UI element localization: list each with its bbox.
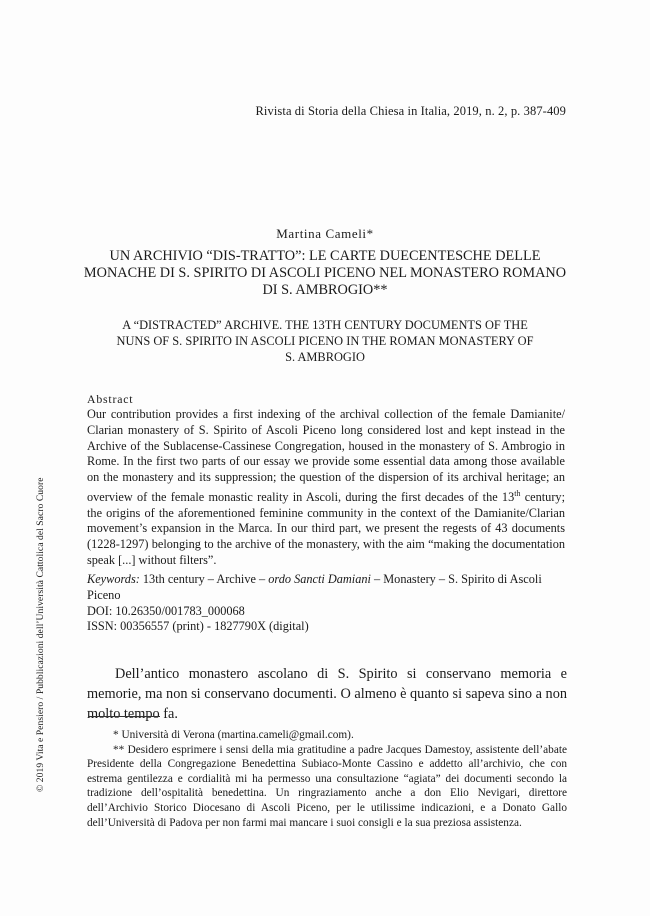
keywords-line [87,572,565,604]
article-title-english: A “DISTRACTED” ARCHIVE. THE 13TH CENTURY DOCUMENTS OF THE NUNS OF S. SPIRITO IN ASCOLI PICENO IN THE ROMAN MONASTERY OF S. AMBROGIO [116,318,534,364]
keywords-italic-term: ordo Sancti Damiani [268,572,371,586]
keywords-part1: 13th century – Archive – [139,572,269,586]
issn-line: ISSN: 00356557 (print) - 1827790X (digital) [87,619,309,634]
running-head: Rivista di Storia della Chiesa in Italia, 2019, n. 2, p. 387-409 [255,104,566,118]
keywords-part2: – Monastery – S. Spirito di Ascoli Piceno [87,572,542,602]
article-metadata [87,572,565,635]
abstract-text-part2: century; the origins of the aforementioned feminine community in the context of the Damianite/Clarian movement’s expansion in the Marca. In our third part, we present the regests of 43 documents (1228-1297) belonging to the archive of the monastery, with the aim “making the documentation speak [...] without filters”. [87,489,565,567]
abstract-text-part1: Our contribution provides a first indexing of the archival collection of the female Damianite/ Clarian monastery of S. Spirito of Ascoli Piceno long considered lost and kept instead in the Archive of the Sublacense-Cassinese Congregation, housed in the monastery of S. Ambrogio in Rome. In the first two parts of our essay we provide some essential data among those available on the monastery and its suppression; the question of the dispersion of its archival heritage; an overview of the female monastic reality in Ascoli, during the first decades of the 13 [87,407,565,504]
abstract-text [87,407,565,569]
keywords-label: Keywords: [87,572,140,586]
footnote-divider [88,716,160,717]
footnotes [87,728,567,830]
footnote-2: ** Desidero esprimere i sensi della mia gratitudine a padre Jacques Damestoy, assistente dell’abate Presidente della Congregazione Benedettina Subiaco-Monte Cassino e addetto all’archivio, che con estrema gentilezza e cordialità mi ha permesso una consultazione “agiata” dei documenti secondo la tradizione dell’ospitalità benedettina. Un ringraziamento anche a don Elio Nevigari, direttore dell’Archivio Storico Diocesano di Ascoli Piceno, per le utilissime indicazioni, e a Donato Gallo dell’Università di Padova per non farmi mai mancare i suoi consigli e la sua preziosa assistenza. [87,743,567,829]
abstract-heading: Abstract [87,392,134,406]
doi-line: DOI: 10.26350/001783_000068 [87,603,245,618]
footnote-1: * Università di Verona (martina.cameli@gmail.com). [113,729,354,741]
copyright-sidebar: © 2019 Vita e Pensiero / Pubblicazioni dell’Università Cattolica del Sacro Cuore [35,477,46,792]
author-name: Martina Cameli* [276,226,374,241]
body-paragraph: Dell’antico monastero ascolano di S. Spirito si conservano memoria e memorie, ma non si conservano documenti. O almeno è quanto si sapeva sino a non molto tempo fa. [87,666,567,722]
ordinal-suffix: th [514,488,521,498]
article-title-italian: UN ARCHIVIO “DIS-TRATTO”: LE CARTE DUECENTESCHE DELLE MONACHE DI S. SPIRITO DI ASCOLI PICENO NEL MONASTERO ROMANO DI S. AMBROGIO** [83,248,567,298]
